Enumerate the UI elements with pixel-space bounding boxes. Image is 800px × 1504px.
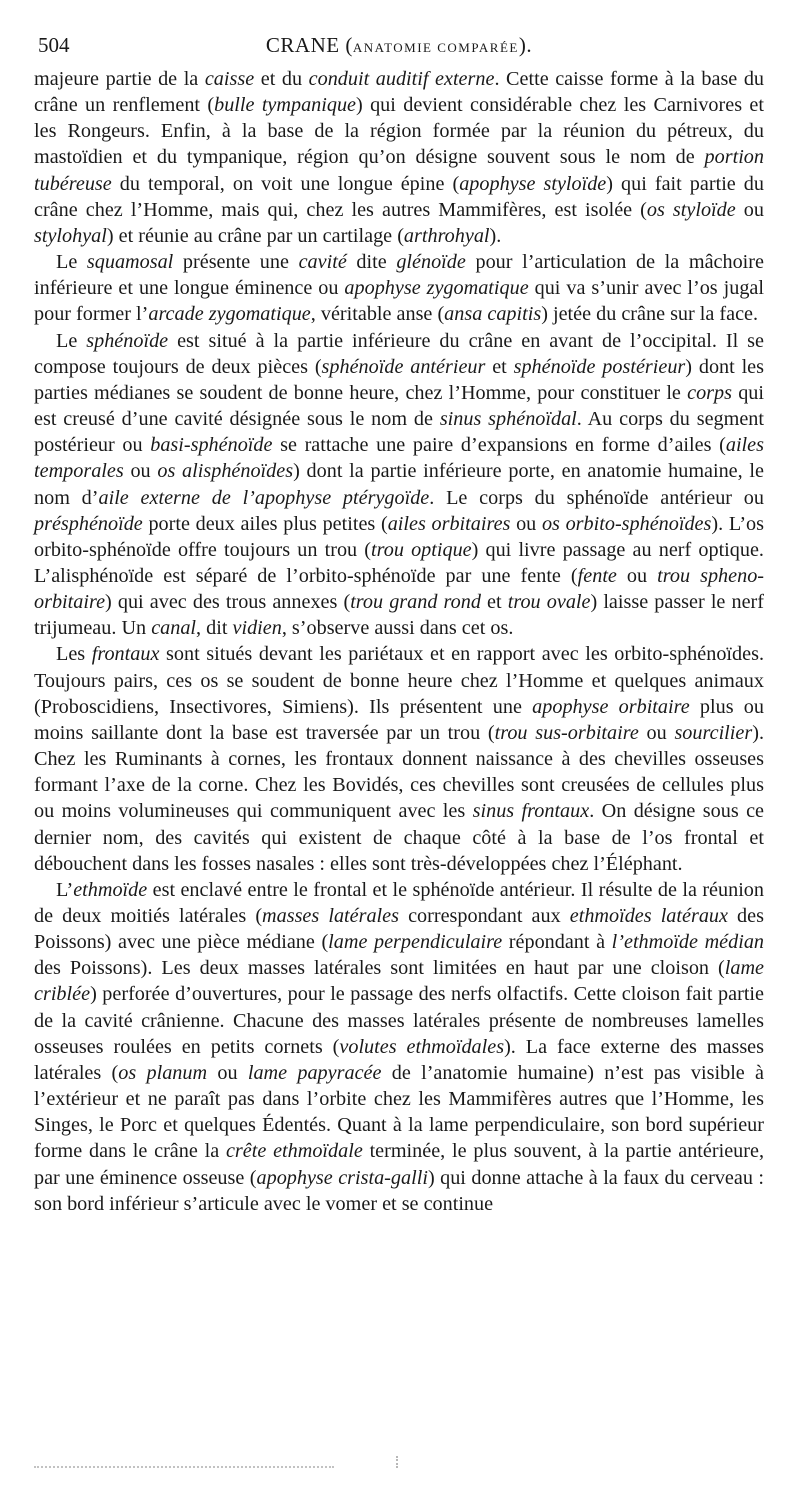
text-run: sont situés devant les pariétaux et en rapport avec les orbito-sphénoïdes. Toujours pairs, ces os se soudent de bonne heure chez l’Homme et quelques animaux (Proboscidiens, Insectivores, Simiens). Ils présentent une [34, 643, 764, 718]
text-run: ) dont la partie inférieure porte, en anatomie humaine, le nom d’ [34, 460, 764, 509]
text-run: qui va s’unir avec l’os jugal pour former l’ [34, 277, 764, 326]
italic-term: apophyse orbitaire [532, 695, 690, 718]
text-run: ). [489, 224, 502, 247]
text-run: ). Chez les Ruminants à cornes, les frontaux donnent naissance à des chevilles osseuses formant l’axe de la corne. Chez les Bovidés, ces chevilles sont creusées de cellules plus ou moins volumineuses qui communiquent avec les [34, 721, 764, 823]
italic-term: corps [687, 381, 732, 404]
italic-term: os styloïde [646, 198, 736, 221]
text-run: ) qui livre passage au nerf optique. L’alisphénoïde est séparé de l’orbito-sphénoïde par une fente ( [34, 538, 764, 587]
running-title-subtitle: ANATOMIE COMPARÉE [352, 40, 519, 55]
text-run: . On désigne sous ce dernier nom, des cavités qui existent de chaque côté à la base de l’os frontal et débouchent dans les fosses nasales : elles sont très-développées chez l’Éléphant. [34, 800, 764, 875]
text-run: ou [510, 512, 542, 535]
text-run: et du [254, 68, 309, 90]
italic-term: arcade zygomatique [148, 303, 311, 326]
scan-speck [396, 1456, 400, 1468]
text-run: des Poissons). Les deux masses latérales sont limitées en haut par une cloison ( [34, 957, 725, 980]
italic-term: ansa capitis [444, 303, 542, 326]
text-run: dite [346, 251, 397, 274]
italic-term: apophyse crista-galli [256, 1166, 428, 1189]
text-run: ). La face externe des masses latérales ( [34, 1035, 764, 1084]
text-run: ou [638, 721, 675, 744]
text-run: des Poissons) avec une pièce médiane ( [34, 905, 764, 954]
italic-term: stylohyal [34, 224, 107, 247]
italic-term: os orbito-sphénoïdes [541, 512, 712, 535]
text-run: . Le corps du sphénoïde antérieur ou [429, 486, 764, 509]
paragraph [34, 66, 764, 249]
italic-term: sphénoïde antérieur [321, 355, 486, 378]
italic-term: os planum [118, 1061, 208, 1084]
paragraph [34, 877, 764, 1217]
text-run: ) dont les parties médianes se soudent de bonne heure, chez l’Homme, pour constituer le [34, 355, 764, 404]
text-run: présente une [173, 251, 299, 274]
text-run: plus ou moins saillante dont la base est traversée par un trou ( [34, 695, 764, 744]
text-run: ) qui devient considérable chez les Carnivores et les Rongeurs. Enfin, à la base de la région formée par la réunion du pétreux, du mastoïdien et du tympanique, région qu’on désigne souvent sous le nom de [34, 94, 764, 169]
text-run: ). L’os orbito-sphénoïde offre toujours un trou ( [34, 512, 764, 561]
text-run: répondant à [502, 931, 612, 954]
paragraph [34, 249, 764, 327]
text-run: ) qui fait partie du crâne chez l’Homme, mais qui, chez les autres Mammifères, est isolée ( [34, 172, 764, 221]
italic-term: cavité [298, 251, 347, 274]
text-run: et [480, 591, 508, 614]
text-run: , dit [196, 617, 233, 640]
running-title [38, 28, 760, 65]
text-run: ) qui avec des trous annexes ( [105, 591, 351, 614]
text-run: , s’observe aussi dans cet os. [281, 617, 514, 640]
italic-term: ethmoïdes latéraux [569, 905, 728, 927]
italic-term: aile externe de l’apophyse ptérygoïde [98, 486, 430, 509]
body-text [34, 66, 764, 1217]
italic-term: sphénoïde postérieur [513, 355, 686, 378]
running-title-open: ( [339, 33, 353, 57]
italic-term: présphénoïde [34, 512, 143, 535]
italic-term: os alisphénoïdes [157, 460, 294, 483]
text-run: Le [56, 251, 87, 274]
italic-term: sourcilier [674, 721, 753, 744]
scan-noise-line [34, 1466, 334, 1470]
italic-term: ailes orbitaires [387, 512, 511, 535]
text-run: L’ [56, 878, 74, 901]
italic-term: frontaux [91, 643, 160, 666]
paragraph [34, 328, 764, 642]
italic-term: trou sus-orbitaire [494, 721, 639, 744]
italic-term: glénoïde [396, 251, 466, 274]
italic-term: l’ethmoïde médian [611, 931, 765, 954]
italic-term: volutes ethmoïdales [339, 1035, 505, 1058]
italic-term: ethmoïde [73, 878, 148, 901]
italic-term: sphénoïde [86, 329, 169, 352]
italic-term: basi-sphénoïde [150, 434, 273, 457]
text-run: , véritable anse ( [310, 303, 445, 326]
italic-term: masses latérales [262, 905, 399, 927]
italic-term: crête ethmoïdale [225, 1140, 363, 1163]
running-title-main: CRANE [265, 33, 340, 57]
text-run: ) laisse passer le nerf trijumeau. Un [34, 591, 765, 640]
text-run: Les [56, 643, 92, 666]
text-run: ou [616, 564, 658, 587]
text-run: ) et réunie au crâne par un cartilage ( [106, 224, 404, 247]
text-run: terminée, le plus souvent, à la partie antérieure, par une éminence osseuse ( [34, 1140, 764, 1189]
text-run: ou [123, 460, 158, 483]
text-run: ou [207, 1061, 248, 1084]
italic-term: canal [151, 617, 197, 640]
page-number: 504 [38, 33, 70, 57]
running-header [38, 28, 760, 62]
text-run: pour l’articulation de la mâchoire inférieure et une longue éminence ou [34, 251, 764, 300]
text-run: et [485, 355, 514, 378]
italic-term: ailes temporales [34, 434, 764, 483]
text-run: se rattache une paire d’expansions en forme d’ailes ( [272, 434, 726, 457]
italic-term: squamosal [86, 251, 174, 274]
text-run: de l’anatomie humaine) n’est pas visible à l’extérieur et ne paraît pas dans l’orbite chez les Mammifères autres que l’Homme, les Singes, le Porc et quelques Édentés. Quant à la lame perpendiculaire, son bord supérieur forme dans le crâne la [34, 1061, 765, 1163]
italic-term: lame criblée [34, 957, 764, 1006]
italic-term: fente [577, 564, 617, 587]
text-run: qui est creusé d’une cavité désignée sous le nom de [34, 381, 764, 431]
paragraph [34, 641, 764, 876]
italic-term: lame perpendiculaire [328, 931, 503, 954]
italic-term: trou grand rond [350, 591, 481, 614]
italic-term: lame papyracée [247, 1061, 382, 1084]
text-run: est enclavé entre le frontal et le sphénoïde antérieur. Il résulte de la réunion de deux moitiés latérales ( [34, 878, 764, 927]
italic-term: trou optique [371, 538, 472, 561]
italic-term: apophyse styloïde [459, 172, 607, 195]
text-run: ou [735, 198, 764, 221]
italic-term: caisse [204, 68, 255, 90]
italic-term: bulle tympanique [214, 94, 357, 117]
text-run: porte deux ailes plus petites ( [142, 512, 388, 535]
text-run: . Au corps du segment postérieur ou [34, 408, 764, 457]
italic-term: arthrohyal [403, 224, 490, 247]
italic-term: apophyse zygomatique [344, 277, 529, 300]
text-run: majeure partie de la [34, 68, 205, 90]
text-run: du temporal, on voit une longue épine ( [111, 172, 460, 195]
italic-term: conduit auditif externe [308, 68, 495, 90]
italic-term: sinus frontaux [472, 800, 590, 823]
text-run: . Cette caisse forme à la base du crâne un renflement ( [34, 68, 765, 117]
text-run: ) qui donne attache à la faux du cerveau : son bord inférieur s’articule avec le vomer et se continue [34, 1166, 765, 1215]
italic-term: sinus sphénoïdal [439, 408, 577, 431]
italic-term: portion tubéreuse [34, 146, 764, 195]
italic-term: trou spheno-orbitaire [34, 564, 765, 614]
italic-term: vidien [232, 617, 282, 640]
text-run: ) jetée du crâne sur la face. [541, 303, 759, 326]
running-title-close: ). [518, 33, 533, 57]
text-run: ) perforée d’ouvertures, pour le passage des nerfs olfactifs. Cette cloison fait partie de la cavité crânienne. Chacune des masses latérales présente de nombreuses lamelles osseuses roulées en petits cornets ( [34, 983, 764, 1058]
text-run: correspondant aux [398, 905, 570, 927]
text-run: Le [56, 329, 87, 352]
italic-term: trou ovale [507, 591, 591, 614]
text-run: est situé à la partie inférieure du crâne en avant de l’occipital. Il se compose toujours de deux pièces ( [34, 329, 764, 378]
